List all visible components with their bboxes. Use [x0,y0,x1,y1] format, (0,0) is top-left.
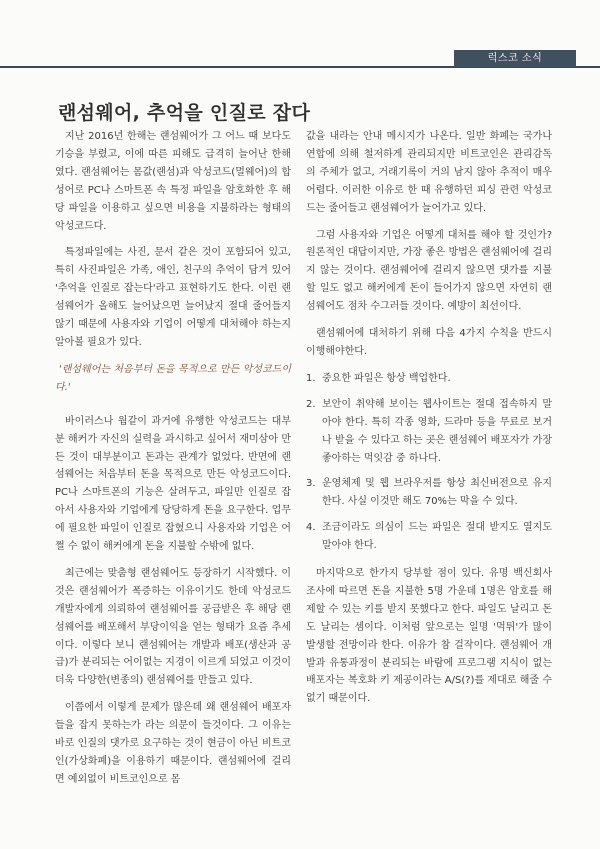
list-text: 운영체제 및 웹 브라우저를 항상 최신버전으로 유지한다. 사실 이것만 해도 70%는 막을 수 있다. [322,478,552,508]
article-title: 랜섬웨어, 추억을 인질로 잡다 [58,102,311,124]
paragraph: 랜섬웨어에 대처하기 위해 다음 4가지 수칙을 반드시 이행해야한다. [306,328,552,357]
list-text: 중요한 파일은 항상 백업한다. [322,372,451,384]
list-item [306,396,552,468]
list-number: 3. [306,478,316,490]
paragraph: 특정파일에는 사진, 문서 같은 것이 포함되어 있고, 특히 사진파일은 가족, 애인, 친구의 추억이 담겨 있어 '추억을 인질로 잡는다'라고 표현하기도 한다. 이런 랜섬웨어가 올해도 늘어났으면 늘어났지 절대 줄어들지 않기 때문에 사용자와 기업이 어떻게 대처해야 하는지 알아볼 필요가 있다. [55,247,291,348]
paragraph: 마지막으로 한가지 당부할 점이 있다. 유명 백신회사 조사에 따르면 돈을 지불한 5명 가운데 1명은 암호를 해제할 수 있는 키를 받지 못했다고 한다. 파일도 날리고 돈도 날리는 셈이다. 이처럼 앞으로는 일명 '먹튀'가 많이 발생할 전망이라 한다. 이유가 참 걸작이다. 랜섬웨어 개발과 유통과정이 분리되는 바람에 프로그램 지식이 없는 배포자는 복호화 키 제공이라는 A/S(?)를 제대로 해줄 수 없기 때문이다. [306,568,552,705]
section-label: 럭스코 소식 [454,50,576,67]
list-number: 4. [306,522,316,534]
paragraph: 바이러스나 웜같이 과거에 유행한 악성코드는 대부분 해커가 자신의 실력을 과시하고 싶어서 재미삼아 만든 것이 대부분이고 돈과는 관계가 없었다. 반면에 랜섬웨어는 처음부터 돈을 목적으로 만든 악성코드이다. PC나 스마트폰의 기능은 살려두고, 파일만 인질로 잡아서 사용자와 기업에게 당당하게 돈을 요구한다. 업무에 필요한 파일이 인질로 잡혔으니 사용자와 기업은 어쩔 수 없이 해커에게 돈을 지불할 수밖에 없다. [55,415,291,553]
list-text: 보안이 취약해 보이는 웹사이트는 절대 접속하지 말아야 한다. 특히 각종 영화, 드라마 등을 무료로 보거나 받을 수 있다고 하는 곳은 랜섬웨어 배포자가 가장 좋아하는 먹잇감 중 하나다. [322,398,552,464]
right-column [306,128,552,717]
paragraph: 값을 내라는 안내 메시지가 나온다. 일반 화폐는 국가나 연합에 의해 철저하게 관리되지만 비트코인은 관리감독의 주체가 없고, 거래기록이 거의 남지 않아 추적이 매우 어렵다. 이러한 이유로 한 때 유행하던 피싱 관련 악성코드는 줄어들고 랜섬웨어가 늘어가고 있다. [306,131,552,214]
rules-list [306,370,552,555]
pull-quote: '랜섬웨어는 처음부터 돈을 목적으로 만든 악성코드이다.' [55,363,291,393]
list-number: 1. [306,372,316,384]
list-item [306,475,552,511]
list-text: 조금이라도 의심이 드는 파일은 절대 받지도 열지도 말아야 한다. [322,522,552,552]
list-number: 2. [306,398,316,410]
paragraph: 지난 2016년 한해는 랜섬웨어가 그 어느 때 보다도 기승을 부렸고, 이에 따른 피해도 급격히 늘어난 한해였다. 랜섬웨어는 몸값(랜섬)과 악성코드(멀웨어)의 합성어로 PC나 스마트폰 속 특정 파일을 암호화한 후 해당 파일을 이용하고 싶으면 비용을 지불하라는 형태의 악성코드다. [55,131,291,232]
list-item [306,519,552,555]
paragraph: 최근에는 맞춤형 랜섬웨어도 등장하기 시작했다. 이것은 랜섬웨어가 폭증하는 이유이기도 한데 악성코드 개발자에게 의뢰하여 랜섬웨어를 공급받은 후 해당 랜섬웨어를 배포해서 부당이익을 얻는 형태가 요즘 추세이다. 이렇다 보니 랜섬웨어는 개발과 배포(생산과 공급)가 분리되는 어이없는 지경이 이르게 되었고 이것이 더욱 다양한(변종의) 랜섬웨어를 만들고 있다. [55,567,291,687]
paragraph: 그럼 사용자와 기업은 어떻게 대처를 해야 할 것인가? 원론적인 대답이지만, 가장 좋은 방법은 랜섬웨어에 걸리지 않는 것이다. 랜섬웨어에 걸리지 않으면 댓가를 지불할 일도 없고 해커에게 돈이 들어가지 않으면 자연히 랜섬웨어도 점차 수그러들 것이다. 예방이 최선이다. [306,229,552,313]
left-column [55,128,291,798]
paragraph: 이쯤에서 이렇게 문제가 많은데 왜 랜섬웨어 배포자들을 잡지 못하는가 라는 의문이 들것이다. 그 이유는 바로 인질의 댓가로 요구하는 것이 현금이 아닌 비트코인(가상화폐)을 이용하기 때문이다. 랜섬웨어에 걸리면 예외없이 비트코인으로 몸 [55,702,291,785]
list-item [306,370,552,388]
